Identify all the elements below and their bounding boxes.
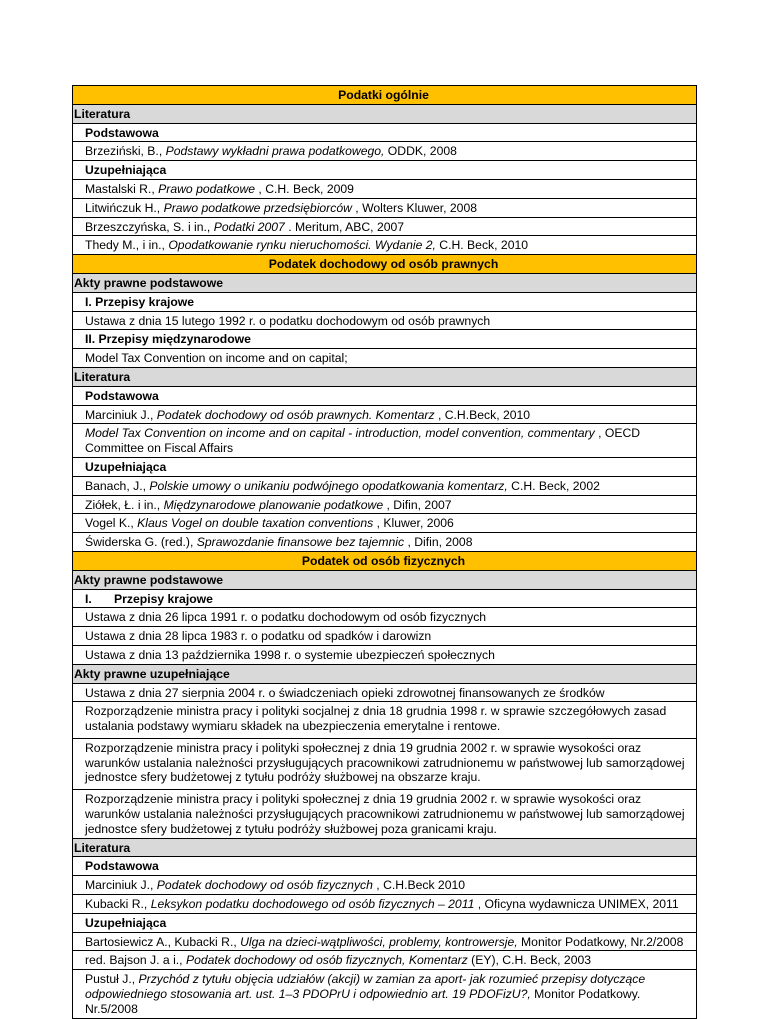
row-text: , Difin, 2008 [404,535,473,550]
reference-row [72,199,697,218]
category-row: Literatura [72,105,697,124]
row-text: Marciniuk J., [85,407,157,422]
category-row: Literatura [72,839,697,858]
row-text: , Oficyna wydawnicza UNIMEX, 2011 [474,897,679,912]
category-row: Literatura [72,368,697,387]
reference-row [72,951,697,970]
title-text: Prawo podatkowe przedsiębiorców [163,200,352,215]
subcategory-row: I. Przepisy krajowe [72,293,697,312]
row-text: Brzeszczyńska, S. i in., [85,219,214,234]
category-row: Akty prawne uzupełniające [72,665,697,684]
reference-row [72,684,697,703]
reference-row [72,496,697,515]
row-text: Thedy M., i in., [85,238,169,253]
title-text: Podatek dochodowy od osób fizycznych, Komentarz [185,953,468,968]
subcategory-row: Podstawowa [72,857,697,876]
row-text: Ustawa z dnia 26 lipca 1991 r. o podatku dochodowym od osób fizycznych [85,610,487,625]
subcategory-row [72,590,697,609]
title-text: Podatek dochodowy od osób fizycznych [156,878,373,893]
reference-row [72,739,697,790]
row-text: (EY), C.H. Beck, 2003 [467,953,592,968]
title-text: Klaus Vogel on double taxation conventions [137,516,374,531]
row-text: , Wolters Kluwer, 2008 [351,200,478,215]
row-text: Bartosiewicz A., Kubacki R., [85,934,241,949]
reference-row [72,533,697,552]
reference-row [72,790,697,838]
row-text: red. Bajson J. a i., [85,953,186,968]
title-text: Ulga na dzieci-wątpliwości, problemy, kontrowersje, [240,934,518,949]
reference-row [72,876,697,895]
row-text: Ustawa z dnia 15 lutego 1992 r. o podatku dochodowym od osób prawnych [85,313,491,328]
reference-row [72,970,697,1018]
row-text: , Difin, 2007 [383,497,452,512]
row-text: Ustawa z dnia 27 sierpnia 2004 r. o świadczeniach opieki zdrowotnej finansowanych ze środków [85,685,605,700]
subcategory-row: Podstawowa [72,387,697,406]
row-text: Banach, J., [85,478,150,493]
row-text: Kubacki R., [85,897,151,912]
row-text: Świderska G. (red.), [85,535,197,550]
row-text: , C.H.Beck 2010 [372,878,466,893]
subcategory-row: II. Przepisy międzynarodowe [72,330,697,349]
row-text: Monitor Podatkowy, Nr.2/2008 [517,934,684,949]
subcategory-row: Uzupełniająca [72,161,697,180]
row-text: , Kluwer, 2006 [373,516,454,531]
section-header: Podatki ogólnie [72,85,697,105]
row-text: Przepisy krajowe [114,591,213,606]
row-text: Ustawa z dnia 28 lipca 1983 r. o podatku od spadków i darowizn [85,629,432,644]
subcategory-row: Uzupełniająca [72,914,697,933]
row-text: Mastalski R., [85,181,159,196]
row-text: C.H. Beck, 2002 [507,478,600,493]
title-text: Polskie umowy o unikaniu podwójnego opodatkowania komentarz, [149,478,508,493]
title-text: Międzynarodowe planowanie podatkowe [163,497,384,512]
reference-row [72,406,697,425]
row-text: Pustuł J., [85,972,139,987]
reference-row [72,349,697,368]
title-text: Model Tax Convention on income and on capital - introduction, model convention, commentary [85,426,595,441]
row-text: , OECD Committee on Fiscal Affairs [85,426,641,456]
reference-row [72,627,697,646]
row-text: ODDK, 2008 [384,144,457,159]
subcategory-row: Podstawowa [72,124,697,143]
row-text: Monitor Podatkowy. Nr.5/2008 [85,987,641,1016]
row-text: Marciniuk J., [85,878,157,893]
row-text: . Meritum, ABC, 2007 [284,219,405,234]
reference-row [72,646,697,665]
reference-row [72,312,697,331]
reference-row [72,895,697,914]
row-text: Rozporządzenie ministra pracy i polityki społecznej z dnia 19 grudnia 2002 r. w sprawie wysokości oraz warunków ustalania należności przysługujących pracownikowi zatrudnionemu w państwowej lub samorządowej jednostce sfery budżetowej z tytułu podróży służbowej na obszarze kraju. [85,740,685,785]
category-row: Akty prawne podstawowe [72,274,697,293]
title-text: Opodatkowanie rynku nieruchomości. Wydanie 2, [168,238,436,253]
title-text: Przychód z tytułu objęcia udziałów (akcji) w zamian za aport- jak rozumieć przepisy dotyczące odpowiedniego stosowania art. ust. 1–3 PDOPrU i odpowiednio art. 19 PDOFizU?, [85,972,646,1002]
row-text: Brzeziński, B., [85,144,166,159]
reference-row [72,514,697,533]
subcategory-row: Uzupełniająca [72,458,697,477]
reference-row [72,424,697,458]
row-text: Ziółek, Ł. i in., [85,497,164,512]
reference-row [72,608,697,627]
title-text: Prawo podatkowe [158,181,256,196]
row-text: Ustawa z dnia 13 października 1998 r. o systemie ubezpieczeń społecznych [85,647,495,662]
document-table [72,85,697,1019]
row-text: , C.H.Beck, 2010 [434,407,531,422]
section-header: Podatek od osób fizycznych [72,552,697,571]
title-text: Podstawy wykładni prawa podatkowego, [165,144,385,159]
category-row: Akty prawne podstawowe [72,571,697,590]
reference-row [72,477,697,496]
reference-row [72,702,697,739]
reference-row [72,142,697,161]
row-text: Rozporządzenie ministra pracy i polityki społecznej z dnia 19 grudnia 2002 r. w sprawie wysokości oraz warunków ustalania należności przysługujących pracownikowi zatrudnionemu w państwowej lub samorządowej jednostce sfery budżetowej z tytułu podróży służbowej poza granicami kraju. [85,792,685,836]
title-text: Leksykon podatku dochodowego od osób fizycznych – 2011 [150,897,475,912]
reference-row [72,236,697,255]
reference-row [72,218,697,237]
section-header: Podatek dochodowy od osób prawnych [72,255,697,274]
row-text: C.H. Beck, 2010 [435,238,529,253]
reference-row [72,933,697,952]
title-text: Podatki 2007 [213,219,285,234]
reference-row [72,180,697,199]
row-text: Model Tax Convention on income and on capital; [85,351,348,366]
row-text: , C.H. Beck, 2009 [255,181,354,196]
title-text: Sprawozdanie finansowe bez tajemnic [196,535,405,550]
row-text: Rozporządzenie ministra pracy i polityki socjalnej z dnia 18 grudnia 1998 r. w sprawie szczegółowych zasad ustalania podstawy wymiaru składek na ubezpieczenia emerytalne i rentowe. [85,704,667,734]
row-text: Vogel K., [85,516,138,531]
title-text: Podatek dochodowy od osób prawnych. Komentarz [156,407,435,422]
row-text: Litwińczuk H., [85,200,164,215]
list-number: I. [85,591,92,606]
